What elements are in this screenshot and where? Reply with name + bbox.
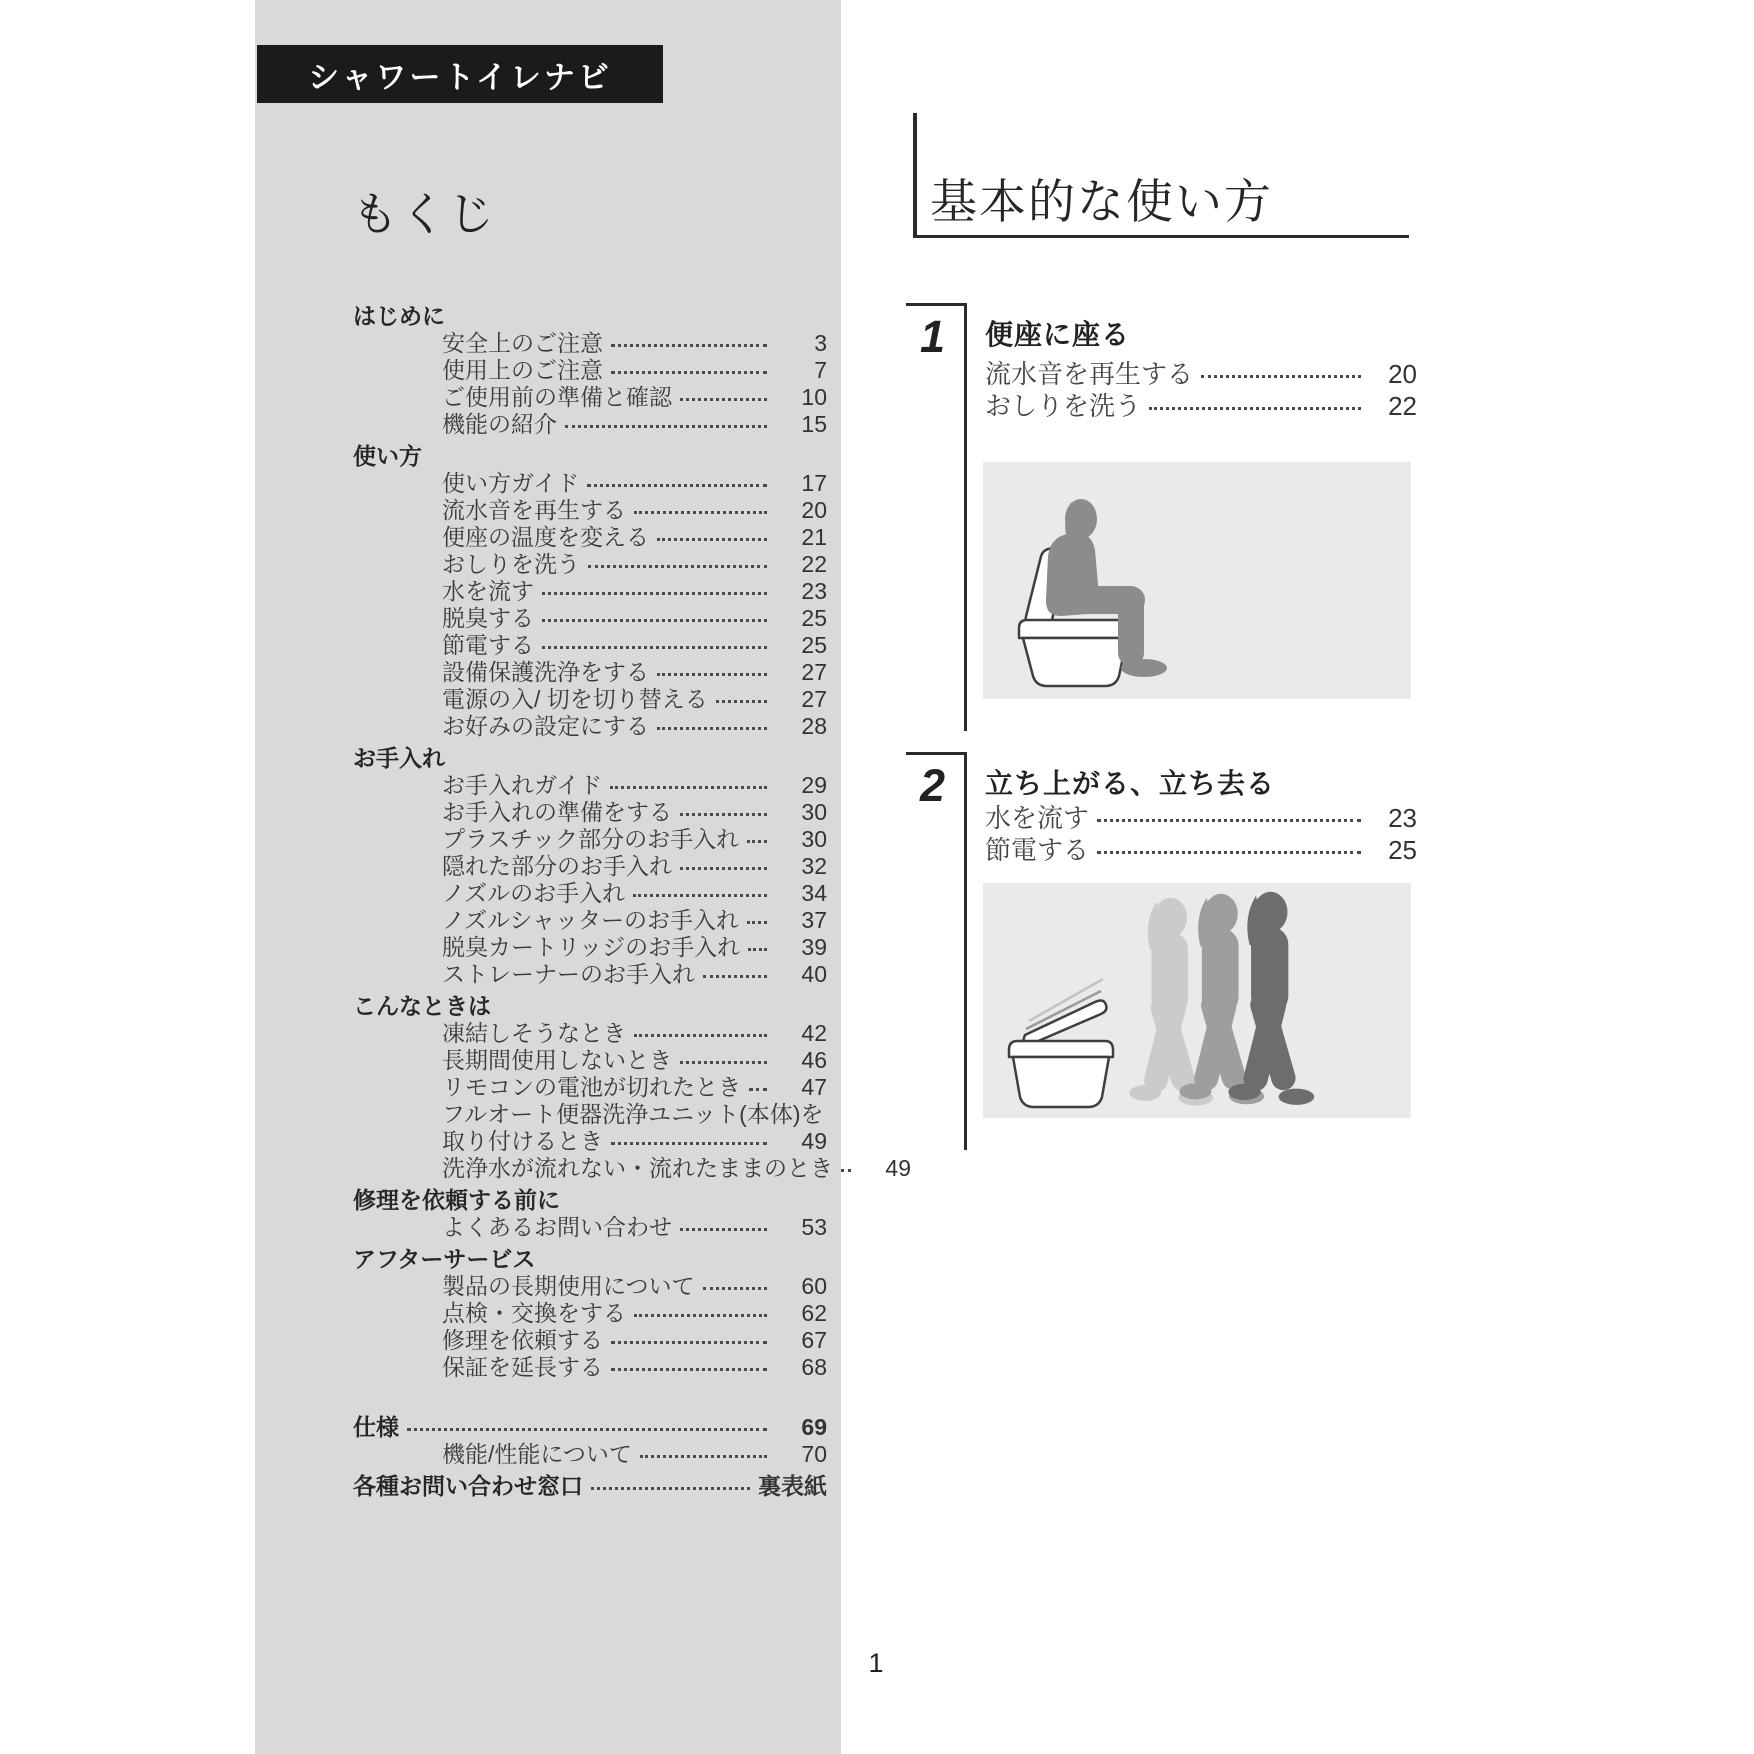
- toc-entry: [353, 524, 827, 551]
- entry-page-number: 69: [801, 1414, 827, 1440]
- step-block-2: [906, 752, 1418, 1152]
- entry-label: 安全上のご注意: [442, 330, 603, 356]
- dotted-leader: [657, 538, 767, 541]
- entry-page-number: 25: [801, 605, 827, 631]
- entry-label: お好みの設定にする: [442, 713, 649, 739]
- entry-page-number: 裏表紙: [758, 1473, 827, 1499]
- entry-page-number: 28: [801, 713, 827, 739]
- dotted-leader: [1097, 851, 1361, 854]
- entry-label: 点検・交換をする: [442, 1300, 626, 1326]
- entry-page-number: 27: [801, 659, 827, 685]
- step-top-line: [906, 303, 964, 306]
- toilet-lid-closing-graphic: [1009, 979, 1113, 1107]
- entry-label: 各種お問い合わせ窓口: [353, 1473, 583, 1499]
- entry-page-number: 62: [801, 1300, 827, 1326]
- dotted-leader: [588, 565, 767, 568]
- dotted-leader: [611, 1341, 767, 1344]
- entry-label: 機能/性能について: [442, 1441, 632, 1467]
- entry-page-number: 37: [801, 907, 827, 933]
- entry-label: 水を流す: [442, 578, 534, 604]
- entry-label: 保証を延長する: [442, 1354, 603, 1380]
- entry-label: 電源の入/ 切を切り替える: [442, 686, 708, 712]
- toc-entry: [353, 686, 827, 713]
- toc-entry: [353, 1155, 911, 1182]
- toc-entry: [353, 1327, 827, 1354]
- dotted-leader: [747, 840, 767, 843]
- dotted-leader: [611, 1142, 767, 1145]
- illustration-sitting-on-toilet: [983, 462, 1411, 699]
- entry-label: ノズルシャッターのお手入れ: [442, 907, 740, 933]
- toc-entry: [353, 1101, 827, 1128]
- entry-label: 設備保護洗浄をする: [442, 659, 649, 685]
- dotted-leader: [633, 894, 767, 897]
- entry-label: 隠れた部分のお手入れ: [442, 853, 672, 879]
- step-vertical-line: [964, 752, 967, 1150]
- dotted-leader: [611, 1368, 767, 1371]
- step-number: 1: [920, 311, 946, 362]
- entry-page-number: 22: [801, 551, 827, 577]
- toc-section: [353, 443, 827, 470]
- toc-entry: [353, 330, 827, 357]
- dotted-leader: [640, 1455, 767, 1458]
- dotted-leader: [1201, 375, 1361, 378]
- entry-page-number: 27: [801, 686, 827, 712]
- toc-entry: [353, 470, 827, 497]
- heading-vertical-bar: [913, 113, 917, 237]
- entry-label: 使用上のご注意: [442, 357, 603, 383]
- dotted-leader: [634, 511, 767, 514]
- entry-page-number: 22: [1388, 391, 1417, 421]
- entry-label: 使い方ガイド: [442, 470, 580, 496]
- dotted-leader: [611, 344, 767, 347]
- entry-label: リモコンの電池が切れたとき: [442, 1074, 741, 1100]
- toc-entry: [353, 826, 827, 853]
- dotted-leader: [1097, 819, 1361, 822]
- toc-entry: [353, 384, 827, 411]
- dotted-leader: [680, 398, 767, 401]
- step-vertical-line: [964, 303, 967, 731]
- entry-label: アフターサービス: [353, 1246, 536, 1272]
- entry-page-number: 10: [801, 384, 827, 410]
- entry-label: 取り付けるとき: [442, 1128, 603, 1154]
- toc-entry: [353, 713, 827, 740]
- toc-entry: [353, 497, 827, 524]
- entry-page-number: 42: [801, 1020, 827, 1046]
- step-entry: [985, 802, 1417, 834]
- dotted-leader: [591, 1487, 750, 1490]
- entry-page-number: 70: [801, 1441, 827, 1467]
- entry-page-number: 25: [1388, 835, 1417, 865]
- toc-section: [353, 1187, 827, 1214]
- toc-section: [353, 993, 827, 1020]
- dotted-leader: [611, 371, 767, 374]
- entry-label: お手入れの準備をする: [442, 799, 672, 825]
- dotted-leader: [407, 1428, 767, 1431]
- entry-page-number: 60: [801, 1273, 827, 1299]
- dotted-leader: [703, 975, 767, 978]
- dotted-leader: [680, 1228, 767, 1231]
- toc-entry: [353, 772, 827, 799]
- step-entry: [985, 358, 1417, 390]
- toc-entry: [353, 853, 827, 880]
- toc-section: [353, 303, 827, 330]
- entry-label: お手入れガイド: [442, 772, 603, 798]
- toc-list: [353, 298, 911, 1500]
- entry-page-number: 23: [1388, 803, 1417, 833]
- dotted-leader: [680, 867, 767, 870]
- dotted-leader: [587, 484, 767, 487]
- toc-title: もくじ: [352, 188, 496, 240]
- section-heading: 基本的な使い方: [930, 175, 1273, 228]
- toc-entry: [353, 1300, 827, 1327]
- entry-page-number: 68: [801, 1354, 827, 1380]
- entry-label: 修理を依頼する前に: [353, 1187, 560, 1213]
- entry-page-number: 20: [801, 497, 827, 523]
- step-entry: [985, 390, 1417, 422]
- toc-section: [353, 1246, 827, 1273]
- toc-section: [353, 1414, 827, 1441]
- dotted-leader: [680, 813, 767, 816]
- entry-page-number: 30: [801, 799, 827, 825]
- dotted-leader: [749, 1088, 767, 1091]
- brand-tab-label: シャワートイレナビ: [308, 59, 612, 95]
- entry-page-number: 7: [814, 357, 827, 383]
- toc-entry: [353, 934, 827, 961]
- step-title: 便座に座る: [985, 319, 1131, 350]
- toc-entry: [353, 1074, 827, 1101]
- dotted-leader: [610, 786, 767, 789]
- entry-page-number: 15: [801, 411, 827, 437]
- entry-page-number: 47: [801, 1074, 827, 1100]
- entry-page-number: 29: [801, 772, 827, 798]
- entry-page-number: 49: [801, 1128, 827, 1154]
- entry-label: 使い方: [353, 443, 422, 469]
- toc-entry: [353, 1273, 827, 1300]
- entry-label: 脱臭する: [442, 605, 534, 631]
- entry-label: 仕様: [353, 1414, 399, 1440]
- dotted-leader: [657, 673, 767, 676]
- entry-label: フルオート便器洗浄ユニット(本体)を: [442, 1101, 824, 1127]
- entry-label: 節電する: [985, 835, 1090, 865]
- entry-page-number: 49: [885, 1155, 911, 1181]
- entry-page-number: 39: [801, 934, 827, 960]
- page-number: 1: [868, 1648, 884, 1678]
- dotted-leader: [634, 1034, 767, 1037]
- dotted-leader: [565, 425, 767, 428]
- toc-entry: [353, 1128, 827, 1155]
- step-items: [985, 358, 1417, 422]
- entry-page-number: 20: [1388, 359, 1417, 389]
- dotted-leader: [716, 700, 767, 703]
- entry-page-number: 40: [801, 961, 827, 987]
- toc-entry: [353, 551, 827, 578]
- toc-entry: [353, 411, 827, 438]
- brand-tab: [257, 45, 663, 103]
- entry-page-number: 32: [801, 853, 827, 879]
- dotted-leader: [841, 1169, 851, 1172]
- walking-illustration-svg: [983, 883, 1411, 1118]
- entry-label: 便座の温度を変える: [442, 524, 649, 550]
- heading-rule: [913, 235, 1409, 238]
- entry-page-number: 53: [801, 1214, 827, 1240]
- dotted-leader: [657, 727, 767, 730]
- entry-page-number: 23: [801, 578, 827, 604]
- entry-page-number: 25: [801, 632, 827, 658]
- dotted-leader: [747, 921, 767, 924]
- dotted-leader: [748, 948, 767, 951]
- step-top-line: [906, 752, 964, 755]
- dotted-leader: [703, 1287, 767, 1290]
- toc-entry: [353, 880, 827, 907]
- entry-label: ご使用前の準備と確認: [442, 384, 672, 410]
- dotted-leader: [542, 592, 767, 595]
- toc-entry: [353, 1047, 827, 1074]
- dotted-leader: [680, 1061, 767, 1064]
- toc-section: [353, 745, 827, 772]
- entry-label: 流水音を再生する: [985, 359, 1194, 389]
- entry-label: こんなときは: [353, 993, 491, 1019]
- toc-entry: [353, 1354, 827, 1381]
- toc-entry: [353, 1020, 827, 1047]
- toc-entry: [353, 1441, 827, 1468]
- entry-label: よくあるお問い合わせ: [442, 1214, 672, 1240]
- step-title: 立ち上がる、立ち去る: [985, 768, 1276, 799]
- entry-page-number: 67: [801, 1327, 827, 1353]
- toc-entry: [353, 357, 827, 384]
- dotted-leader: [542, 619, 767, 622]
- entry-page-number: 3: [814, 330, 827, 356]
- toc-section: [353, 1473, 827, 1500]
- dotted-leader: [634, 1314, 767, 1317]
- step-number: 2: [920, 760, 946, 811]
- dotted-leader: [1149, 407, 1361, 410]
- toc-entry: [353, 961, 827, 988]
- dotted-leader: [542, 646, 767, 649]
- walking-person-silhouettes: [1129, 892, 1314, 1106]
- entry-label: 修理を依頼する: [442, 1327, 603, 1353]
- entry-page-number: 21: [801, 524, 827, 550]
- entry-page-number: 17: [801, 470, 827, 496]
- toc-entry: [353, 1214, 827, 1241]
- entry-label: お手入れ: [353, 745, 445, 771]
- toc-entry: [353, 578, 827, 605]
- entry-page-number: 34: [801, 880, 827, 906]
- toc-entry: [353, 605, 827, 632]
- entry-label: 流水音を再生する: [442, 497, 626, 523]
- entry-label: プラスチック部分のお手入れ: [442, 826, 740, 852]
- entry-label: おしりを洗う: [442, 551, 580, 577]
- toc-entry: [353, 659, 827, 686]
- entry-label: 長期間使用しないとき: [442, 1047, 672, 1073]
- entry-label: 節電する: [442, 632, 534, 658]
- illustration-walking-away: [983, 883, 1411, 1118]
- entry-label: ノズルのお手入れ: [442, 880, 626, 906]
- entry-label: 凍結しそうなとき: [442, 1020, 626, 1046]
- toc-entry: [353, 907, 827, 934]
- entry-label: 水を流す: [985, 803, 1090, 833]
- entry-label: 製品の長期使用について: [442, 1273, 695, 1299]
- step-entry: [985, 834, 1417, 866]
- entry-page-number: 30: [801, 826, 827, 852]
- toc-gap: [353, 1381, 827, 1409]
- entry-label: はじめに: [353, 303, 445, 329]
- entry-page-number: 46: [801, 1047, 827, 1073]
- entry-label: おしりを洗う: [985, 391, 1142, 421]
- entry-label: 脱臭カートリッジのお手入れ: [442, 934, 741, 960]
- entry-label: ストレーナーのお手入れ: [442, 961, 695, 987]
- step-block-1: [906, 303, 1418, 733]
- entry-label: 洗浄水が流れない・流れたままのとき: [442, 1155, 833, 1181]
- toc-entry: [353, 799, 827, 826]
- entry-label: 機能の紹介: [442, 411, 557, 437]
- toc-entry: [353, 632, 827, 659]
- sitting-illustration-svg: [983, 462, 1411, 699]
- step-items: [985, 802, 1417, 866]
